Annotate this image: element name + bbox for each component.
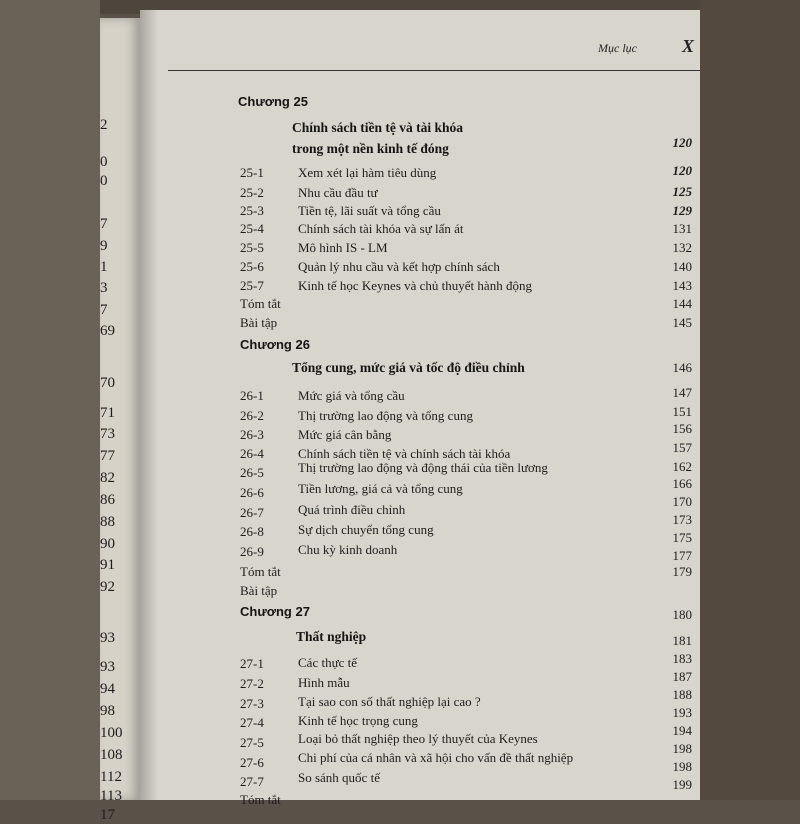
section-number: 27-2 <box>240 676 264 691</box>
summary-label: Tóm tắt <box>240 296 281 311</box>
facing-page-number: 69 <box>100 323 115 339</box>
summary-label: Tóm tắt <box>240 564 281 579</box>
section-number: 26-6 <box>240 485 264 500</box>
section-title: Mức giá cân bằng <box>298 427 392 442</box>
chapter-heading: Chương 25 <box>238 94 308 109</box>
page-number: 194 <box>672 723 692 738</box>
page-number: 151 <box>672 404 692 419</box>
section-number: 27-4 <box>240 715 264 730</box>
summary-label: Tóm tắt <box>240 792 281 807</box>
section-title: Quản lý nhu cầu và kết hợp chính sách <box>298 259 500 274</box>
running-head: Mục lục <box>598 41 637 55</box>
facing-page-number: 17 <box>100 807 115 823</box>
chapter-title: Tổng cung, mức giá và tốc độ điều chỉnh <box>292 360 525 375</box>
section-title: Chính sách tiền tệ và chính sách tài khóa <box>298 446 511 461</box>
page-number: 131 <box>672 221 692 236</box>
facing-page-number: 100 <box>100 725 123 741</box>
section-number: 25-1 <box>240 165 264 180</box>
facing-page-number: 93 <box>100 659 115 675</box>
page-number: 177 <box>672 548 692 563</box>
facing-page-number: 0 <box>100 154 108 170</box>
section-number: 26-4 <box>240 446 264 461</box>
page-number: 147 <box>672 385 692 400</box>
section-title: Xem xét lại hàm tiêu dùng <box>298 165 437 180</box>
section-number: 26-1 <box>240 388 264 403</box>
page-number: 173 <box>672 512 692 527</box>
section-title: Mô hình IS - LM <box>298 240 388 255</box>
chapter-heading: Chương 27 <box>240 604 310 619</box>
section-title: Tại sao con số thất nghiệp lại cao ? <box>298 694 481 709</box>
facing-page-number: 77 <box>100 448 115 464</box>
facing-page-number: 71 <box>100 405 115 421</box>
section-title: So sánh quốc tế <box>298 770 380 785</box>
facing-page <box>100 18 140 823</box>
facing-page-number: 93 <box>100 630 115 646</box>
page-number: 188 <box>672 687 692 702</box>
page-number: 170 <box>672 494 692 509</box>
facing-page-number: 82 <box>100 470 115 486</box>
section-number: 26-2 <box>240 408 264 423</box>
page-number: 120 <box>672 135 692 150</box>
chapter-heading: Chương 26 <box>240 337 310 352</box>
section-title: Nhu cầu đầu tư <box>298 185 378 200</box>
page-number: 187 <box>672 669 692 684</box>
header-rule <box>168 70 700 71</box>
chapter-title: trong một nền kinh tế đóng <box>292 141 449 156</box>
facing-page-number: 7 <box>100 216 108 232</box>
section-title: Chính sách tài khóa và sự lấn át <box>298 221 464 236</box>
page-number: 146 <box>672 360 692 375</box>
section-number: 25-5 <box>240 240 264 255</box>
section-number: 25-6 <box>240 259 264 274</box>
page-number: 140 <box>672 259 692 274</box>
facing-page-number: 90 <box>100 536 115 552</box>
page-number: 157 <box>672 440 692 455</box>
exercises-label: Bài tập <box>240 315 278 330</box>
facing-page-number: 73 <box>100 426 115 442</box>
facing-page-number: 7 <box>100 302 108 318</box>
facing-page-number: 86 <box>100 492 115 508</box>
page-number: 193 <box>672 705 692 720</box>
section-number: 25-4 <box>240 221 264 236</box>
section-number: 27-3 <box>240 696 264 711</box>
facing-page-number: 98 <box>100 703 115 719</box>
section-number: 26-9 <box>240 544 264 559</box>
section-title: Các thực tế <box>298 655 358 670</box>
page-number: 162 <box>672 459 692 474</box>
facing-page-number: 112 <box>100 769 122 785</box>
section-number: 25-7 <box>240 278 264 293</box>
facing-page-number: 1 <box>100 259 108 275</box>
page-number: 175 <box>672 530 692 545</box>
background-right <box>700 0 800 800</box>
section-title: Quá trình điều chỉnh <box>298 502 406 517</box>
page-marker: X <box>682 36 695 56</box>
section-title: Hình mẫu <box>298 675 350 690</box>
page-number: 166 <box>672 476 692 491</box>
section-number: 25-3 <box>240 203 264 218</box>
chapter-title: Thất nghiệp <box>296 629 367 644</box>
chapter-title: Chính sách tiền tệ và tài khóa <box>292 120 464 135</box>
facing-page-number: 108 <box>100 747 123 763</box>
section-number: 26-8 <box>240 524 264 539</box>
page-number: 125 <box>672 184 692 199</box>
page-number: 144 <box>672 296 692 311</box>
section-number: 25-2 <box>240 185 264 200</box>
section-title: Loại bỏ thất nghiệp theo lý thuyết của Keynes <box>298 731 538 746</box>
page-number: 129 <box>672 203 692 218</box>
section-title: Chi phí của cá nhân và xã hội cho vấn đề thất nghiệp <box>298 750 574 765</box>
page-number: 183 <box>672 651 692 666</box>
page-number: 181 <box>672 633 692 648</box>
facing-page-number: 91 <box>100 557 115 573</box>
facing-page-number: 113 <box>100 788 122 804</box>
page-number: 156 <box>672 421 692 436</box>
exercises-label: Bài tập <box>240 583 278 598</box>
section-title: Tiền lương, giá cả và tổng cung <box>298 481 463 496</box>
section-title: Thị trường lao động và động thái của tiền lương <box>298 460 548 475</box>
section-number: 27-1 <box>240 656 264 671</box>
page-number: 145 <box>672 315 692 330</box>
facing-page-number: 9 <box>100 238 108 254</box>
section-number: 27-7 <box>240 774 264 789</box>
page-number: 198 <box>672 759 692 774</box>
section-title: Kinh tế học trọng cung <box>298 713 418 728</box>
page-number: 198 <box>672 741 692 756</box>
section-title: Chu kỳ kinh doanh <box>298 542 398 557</box>
page-gutter-shadow <box>140 10 158 800</box>
section-number: 27-5 <box>240 735 264 750</box>
facing-page-number: 70 <box>100 375 115 391</box>
section-title: Thị trường lao động và tổng cung <box>298 408 473 423</box>
facing-page-number: 94 <box>100 681 115 697</box>
facing-page-number: 3 <box>100 280 108 296</box>
facing-page-number: 92 <box>100 579 115 595</box>
section-number: 27-6 <box>240 755 264 770</box>
section-number: 26-3 <box>240 427 264 442</box>
page-number: 180 <box>672 607 692 622</box>
section-number: 26-5 <box>240 465 264 480</box>
section-title: Tiền tệ, lãi suất và tổng cầu <box>298 203 441 218</box>
facing-page-number: 88 <box>100 514 115 530</box>
page-number: 132 <box>672 240 692 255</box>
section-title: Kinh tế học Keynes và chủ thuyết hành động <box>298 278 532 293</box>
page-number: 179 <box>672 564 692 579</box>
page-number: 199 <box>672 777 692 792</box>
section-title: Mức giá và tổng cầu <box>298 388 405 403</box>
page-number: 143 <box>672 278 692 293</box>
background-left <box>0 0 100 800</box>
facing-page-number: 0 <box>100 173 108 189</box>
page-number: 120 <box>672 163 692 178</box>
facing-page-number: 2 <box>100 117 108 133</box>
section-title: Sự dịch chuyển tổng cung <box>298 522 434 537</box>
section-number: 26-7 <box>240 505 264 520</box>
